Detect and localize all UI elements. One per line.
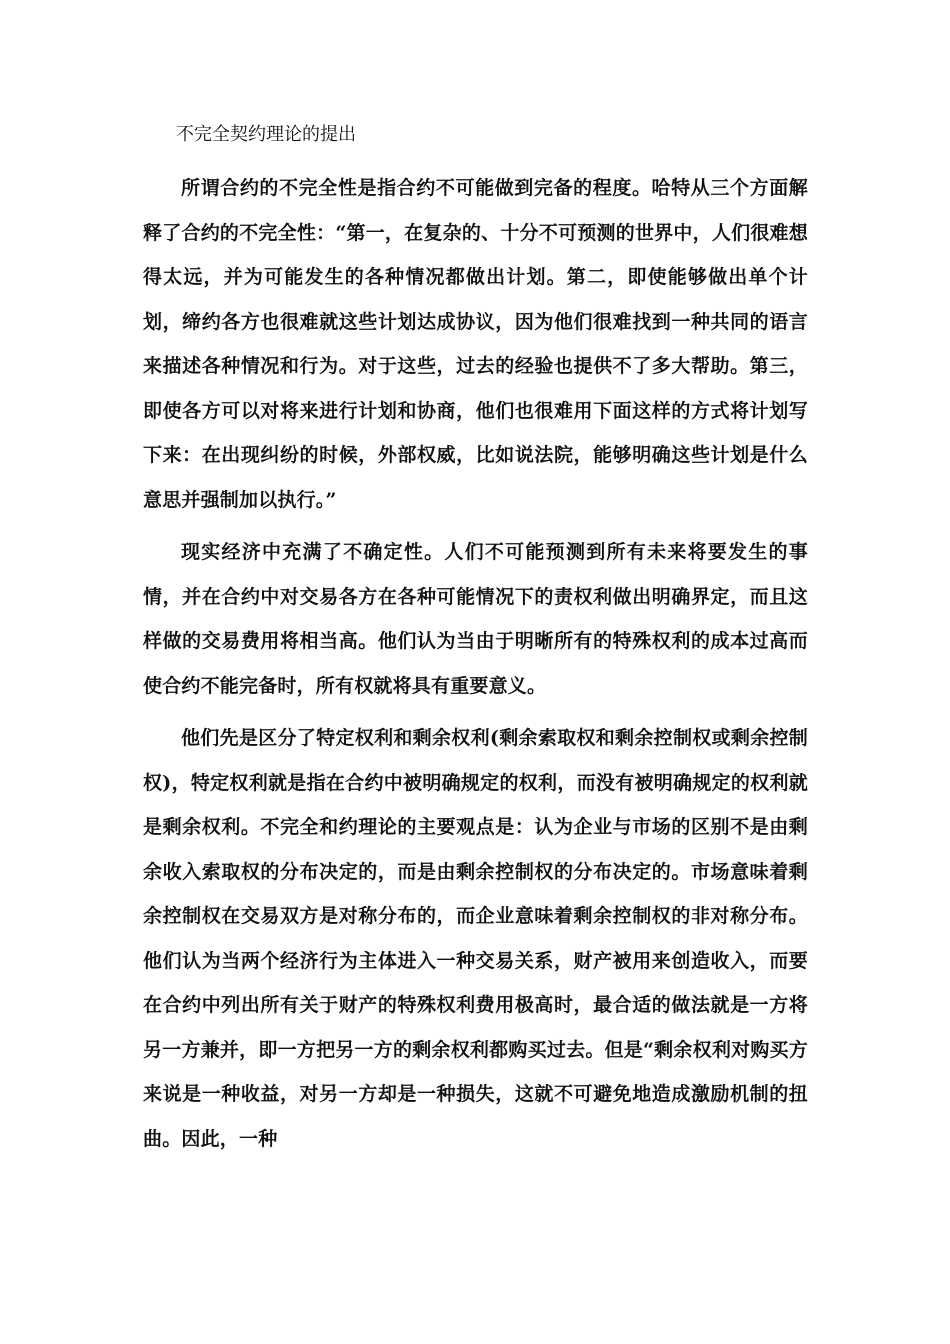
section-title: 不完全契约理论的提出 [176,124,356,145]
document-body [143,120,808,1169]
paragraph-uncertainty: 现实经济中充满了不确定性。人们不可能预测到所有未来将要发生的事情，并在合约中对交易各方在各种可能情况下的责权利做出明确界定，而且这样做的交易费用将相当高。他们认为当由于明晰所有的特殊权利的成本过高而使合约不能完备时，所有权就将具有重要意义。 [143,541,808,697]
paragraph-residual-rights: 他们先是区分了特定权利和剩余权利(剩余索取权和剩余控制权或剩余控制权)，特定权利就是指在合约中被明确规定的权利，而没有被明确规定的权利就是剩余权利。不完全和约理论的主要观点是：认为企业与市场的区别不是由剩余收入索取权的分布决定的，而是由剩余控制权的分布决定的。市场意味着剩余控制权在交易双方是对称分布的，而企业意味着剩余控制权的非对称分布。他们认为当两个经济行为主体进入一种交易关系，财产被用来创造收入，而要在合约中列出所有关于财产的特殊权利费用极高时，最合适的做法就是一方将另一方兼并，即一方把另一方的剩余权利都购买过去。但是“剩余权利对购买方来说是一种收益，对另一方却是一种损失，这就不可避免地造成激励机制的扭曲。因此，一种 [143,727,808,1150]
paragraph-contract-incompleteness: 所谓合约的不完全性是指合约不可能做到完备的程度。哈特从三个方面解释了合约的不完全性：“第一，在复杂的、十分不可预测的世界中，人们很难想得太远，并为可能发生的各种情况都做出计划。第二，即使能够做出单个计划，缔约各方也很难就这些计划达成协议，因为他们很难找到一种共同的语言来描述各种情况和行为。对于这些，过去的经验也提供不了多大帮助。第三，即使各方可以对将来进行计划和协商，他们也很难用下面这样的方式将计划写下来：在出现纠纷的时候，外部权威，比如说法院，能够明确这些计划是什么意思并强制加以执行。” [143,177,808,511]
